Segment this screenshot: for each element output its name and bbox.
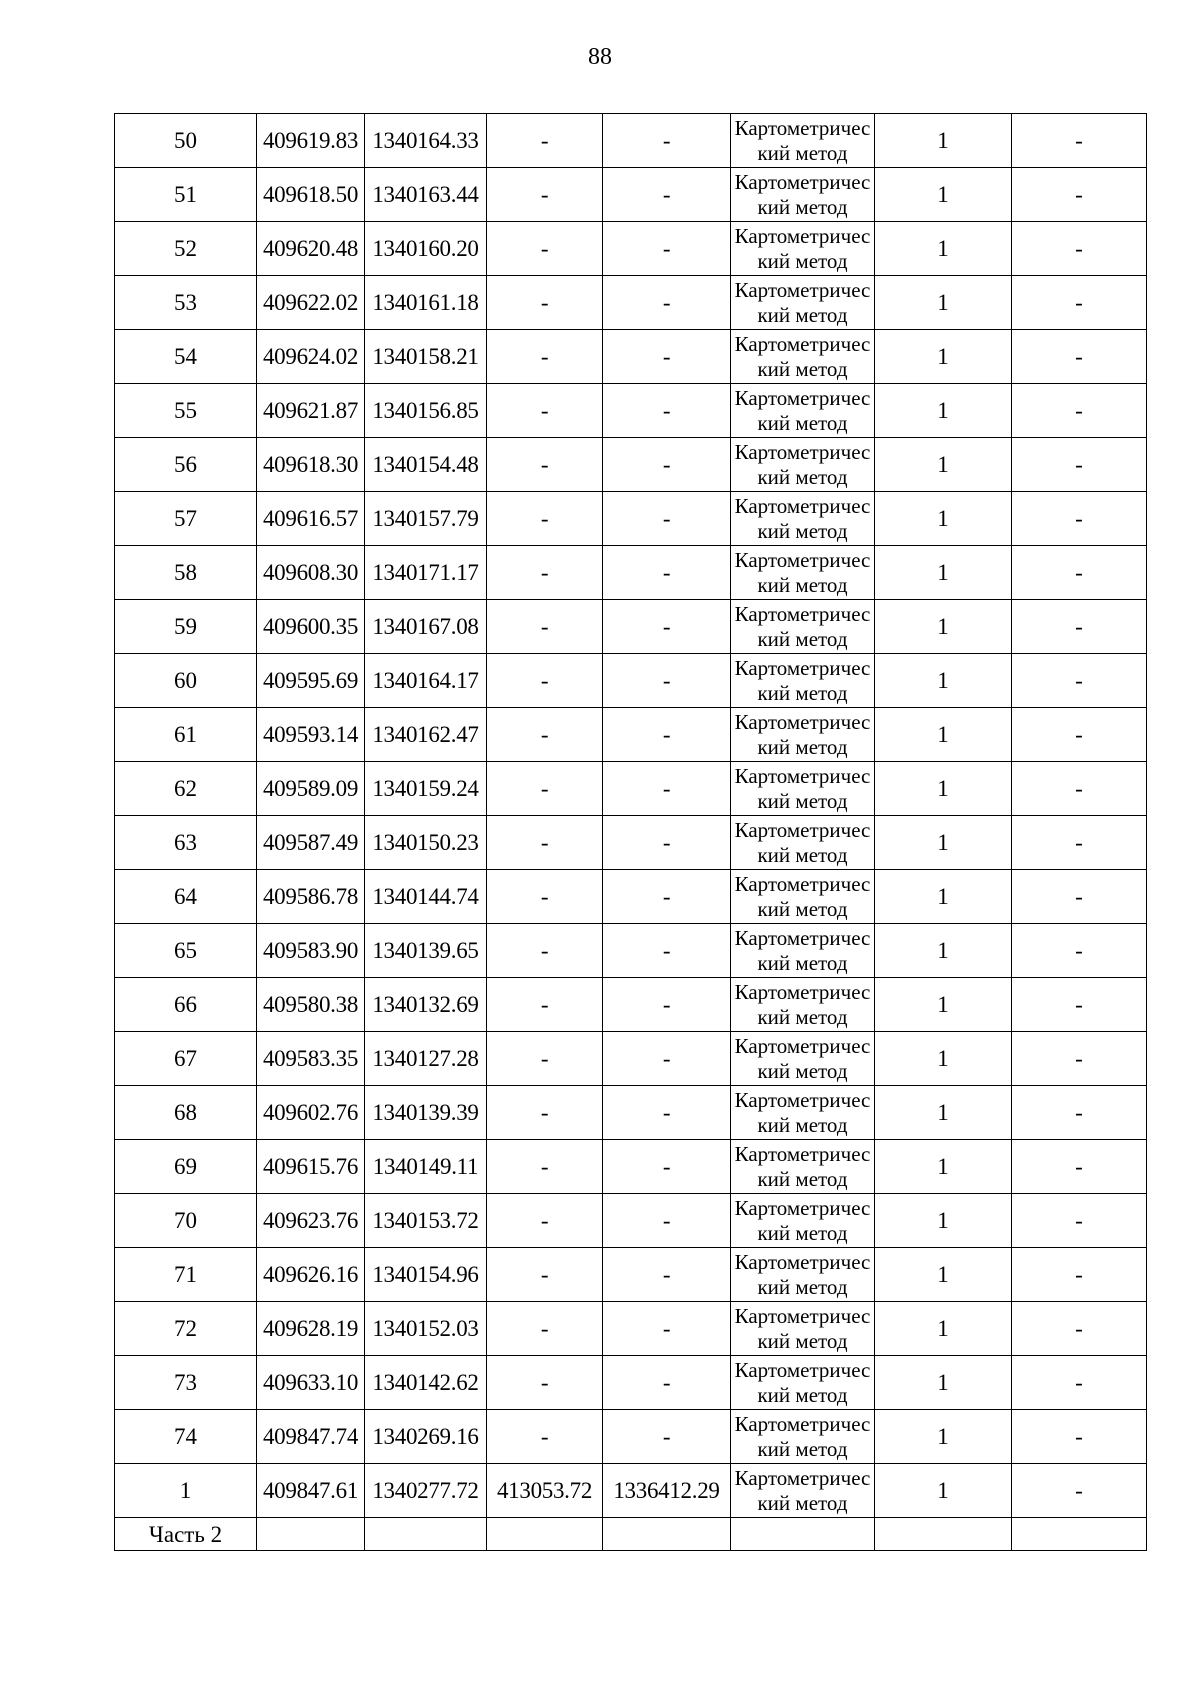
note-cell: - [1012,600,1147,654]
x2-coordinate-cell: - [487,492,603,546]
x2-coordinate-cell: - [487,762,603,816]
y-coordinate-cell: 1340127.28 [365,1032,487,1086]
table-row [115,1464,1147,1518]
table-row [115,492,1147,546]
accuracy-cell: 1 [875,384,1012,438]
accuracy-cell: 1 [875,168,1012,222]
note-cell: - [1012,708,1147,762]
accuracy-cell: 1 [875,924,1012,978]
x2-coordinate-cell: - [487,222,603,276]
y-coordinate-cell: 1340167.08 [365,600,487,654]
y2-coordinate-cell: 1336412.29 [603,1464,731,1518]
x-coordinate-cell: 409620.48 [257,222,365,276]
point-number-cell: 71 [115,1248,257,1302]
part-label: Часть 2 [115,1518,257,1551]
table-row [115,1194,1147,1248]
note-cell: - [1012,924,1147,978]
table-row [115,1032,1147,1086]
x2-coordinate-cell: - [487,1194,603,1248]
note-cell: - [1012,1410,1147,1464]
method-cell: Картометрический метод [731,1194,875,1248]
y2-coordinate-cell: - [603,114,731,168]
method-cell: Картометрический метод [731,978,875,1032]
y-coordinate-cell: 1340144.74 [365,870,487,924]
method-cell: Картометрический метод [731,762,875,816]
accuracy-cell: 1 [875,1248,1012,1302]
table-row [115,1302,1147,1356]
table-row [115,708,1147,762]
point-number-cell: 65 [115,924,257,978]
note-cell: - [1012,762,1147,816]
x-coordinate-cell: 409847.74 [257,1410,365,1464]
note-cell: - [1012,1086,1147,1140]
empty-cell [487,1518,603,1551]
x2-coordinate-cell: - [487,546,603,600]
table-row [115,600,1147,654]
table-row [115,816,1147,870]
table-row [115,870,1147,924]
accuracy-cell: 1 [875,276,1012,330]
point-number-cell: 60 [115,654,257,708]
x-coordinate-cell: 409847.61 [257,1464,365,1518]
y2-coordinate-cell: - [603,816,731,870]
accuracy-cell: 1 [875,762,1012,816]
x2-coordinate-cell: - [487,330,603,384]
method-cell: Картометрический метод [731,708,875,762]
y-coordinate-cell: 1340160.20 [365,222,487,276]
y2-coordinate-cell: - [603,870,731,924]
table-row [115,168,1147,222]
accuracy-cell: 1 [875,600,1012,654]
method-cell: Картометрический метод [731,384,875,438]
accuracy-cell: 1 [875,1140,1012,1194]
y-coordinate-cell: 1340142.62 [365,1356,487,1410]
table-row [115,1140,1147,1194]
y-coordinate-cell: 1340139.39 [365,1086,487,1140]
x-coordinate-cell: 409622.02 [257,276,365,330]
x2-coordinate-cell: - [487,924,603,978]
x2-coordinate-cell: - [487,168,603,222]
method-cell: Картометрический метод [731,1140,875,1194]
y-coordinate-cell: 1340159.24 [365,762,487,816]
y2-coordinate-cell: - [603,1140,731,1194]
point-number-cell: 53 [115,276,257,330]
accuracy-cell: 1 [875,1194,1012,1248]
point-number-cell: 51 [115,168,257,222]
method-cell: Картометрический метод [731,654,875,708]
x2-coordinate-cell: - [487,1032,603,1086]
note-cell: - [1012,438,1147,492]
point-number-cell: 67 [115,1032,257,1086]
table-row [115,654,1147,708]
x-coordinate-cell: 409615.76 [257,1140,365,1194]
y-coordinate-cell: 1340154.96 [365,1248,487,1302]
empty-cell [875,1518,1012,1551]
x-coordinate-cell: 409618.30 [257,438,365,492]
x-coordinate-cell: 409583.90 [257,924,365,978]
y2-coordinate-cell: - [603,1194,731,1248]
note-cell: - [1012,114,1147,168]
y-coordinate-cell: 1340163.44 [365,168,487,222]
table-row [115,438,1147,492]
table-row [115,1410,1147,1464]
accuracy-cell: 1 [875,222,1012,276]
table-row [115,330,1147,384]
accuracy-cell: 1 [875,654,1012,708]
method-cell: Картометрический метод [731,1410,875,1464]
point-number-cell: 54 [115,330,257,384]
x-coordinate-cell: 409619.83 [257,114,365,168]
x2-coordinate-cell: - [487,708,603,762]
note-cell: - [1012,1194,1147,1248]
x-coordinate-cell: 409583.35 [257,1032,365,1086]
method-cell: Картометрический метод [731,492,875,546]
x-coordinate-cell: 409586.78 [257,870,365,924]
y2-coordinate-cell: - [603,546,731,600]
y-coordinate-cell: 1340162.47 [365,708,487,762]
y-coordinate-cell: 1340132.69 [365,978,487,1032]
method-cell: Картометрический метод [731,1302,875,1356]
x2-coordinate-cell: - [487,276,603,330]
y2-coordinate-cell: - [603,1032,731,1086]
y2-coordinate-cell: - [603,492,731,546]
method-cell: Картометрический метод [731,1248,875,1302]
point-number-cell: 57 [115,492,257,546]
y2-coordinate-cell: - [603,1086,731,1140]
point-number-cell: 52 [115,222,257,276]
y-coordinate-cell: 1340150.23 [365,816,487,870]
note-cell: - [1012,222,1147,276]
x2-coordinate-cell: - [487,816,603,870]
y-coordinate-cell: 1340277.72 [365,1464,487,1518]
accuracy-cell: 1 [875,438,1012,492]
x2-coordinate-cell: - [487,1086,603,1140]
note-cell: - [1012,384,1147,438]
table-row [115,546,1147,600]
note-cell: - [1012,870,1147,924]
note-cell: - [1012,276,1147,330]
note-cell: - [1012,1302,1147,1356]
note-cell: - [1012,1356,1147,1410]
x-coordinate-cell: 409593.14 [257,708,365,762]
y2-coordinate-cell: - [603,654,731,708]
empty-cell [731,1518,875,1551]
x2-coordinate-cell: - [487,114,603,168]
x2-coordinate-cell: - [487,384,603,438]
x-coordinate-cell: 409618.50 [257,168,365,222]
table-row [115,384,1147,438]
accuracy-cell: 1 [875,708,1012,762]
table-row [115,222,1147,276]
x2-coordinate-cell: - [487,978,603,1032]
method-cell: Картометрический метод [731,276,875,330]
x-coordinate-cell: 409602.76 [257,1086,365,1140]
x2-coordinate-cell: 413053.72 [487,1464,603,1518]
note-cell: - [1012,1464,1147,1518]
y2-coordinate-cell: - [603,1302,731,1356]
x2-coordinate-cell: - [487,1410,603,1464]
table-row [115,924,1147,978]
x2-coordinate-cell: - [487,438,603,492]
accuracy-cell: 1 [875,1032,1012,1086]
method-cell: Картометрический метод [731,924,875,978]
y-coordinate-cell: 1340269.16 [365,1410,487,1464]
x2-coordinate-cell: - [487,870,603,924]
empty-cell [257,1518,365,1551]
y2-coordinate-cell: - [603,276,731,330]
note-cell: - [1012,1140,1147,1194]
accuracy-cell: 1 [875,1086,1012,1140]
y2-coordinate-cell: - [603,330,731,384]
y-coordinate-cell: 1340157.79 [365,492,487,546]
table-row [115,1356,1147,1410]
empty-cell [365,1518,487,1551]
method-cell: Картометрический метод [731,870,875,924]
x-coordinate-cell: 409589.09 [257,762,365,816]
table-row [115,276,1147,330]
x2-coordinate-cell: - [487,1356,603,1410]
point-number-cell: 72 [115,1302,257,1356]
y2-coordinate-cell: - [603,1248,731,1302]
page-number: 88 [588,44,612,70]
accuracy-cell: 1 [875,1356,1012,1410]
x-coordinate-cell: 409624.02 [257,330,365,384]
point-number-cell: 58 [115,546,257,600]
note-cell: - [1012,978,1147,1032]
note-cell: - [1012,546,1147,600]
y-coordinate-cell: 1340152.03 [365,1302,487,1356]
method-cell: Картометрический метод [731,816,875,870]
accuracy-cell: 1 [875,492,1012,546]
x-coordinate-cell: 409628.19 [257,1302,365,1356]
method-cell: Картометрический метод [731,330,875,384]
method-cell: Картометрический метод [731,1032,875,1086]
y2-coordinate-cell: - [603,924,731,978]
x2-coordinate-cell: - [487,1140,603,1194]
note-cell: - [1012,168,1147,222]
point-number-cell: 64 [115,870,257,924]
point-number-cell: 56 [115,438,257,492]
point-number-cell: 59 [115,600,257,654]
accuracy-cell: 1 [875,330,1012,384]
table-body [115,114,1147,1551]
method-cell: Картометрический метод [731,438,875,492]
method-cell: Картометрический метод [731,1464,875,1518]
y2-coordinate-cell: - [603,1356,731,1410]
point-number-cell: 50 [115,114,257,168]
method-cell: Картометрический метод [731,168,875,222]
point-number-cell: 62 [115,762,257,816]
y-coordinate-cell: 1340154.48 [365,438,487,492]
point-number-cell: 61 [115,708,257,762]
x-coordinate-cell: 409633.10 [257,1356,365,1410]
y-coordinate-cell: 1340156.85 [365,384,487,438]
point-number-cell: 55 [115,384,257,438]
table-row [115,1086,1147,1140]
method-cell: Картометрический метод [731,600,875,654]
method-cell: Картометрический метод [731,546,875,600]
accuracy-cell: 1 [875,1464,1012,1518]
x-coordinate-cell: 409580.38 [257,978,365,1032]
method-cell: Картометрический метод [731,222,875,276]
x2-coordinate-cell: - [487,600,603,654]
y2-coordinate-cell: - [603,384,731,438]
y2-coordinate-cell: - [603,438,731,492]
x-coordinate-cell: 409595.69 [257,654,365,708]
point-number-cell: 70 [115,1194,257,1248]
method-cell: Картометрический метод [731,114,875,168]
accuracy-cell: 1 [875,1410,1012,1464]
point-number-cell: 66 [115,978,257,1032]
y-coordinate-cell: 1340171.17 [365,546,487,600]
point-number-cell: 63 [115,816,257,870]
y-coordinate-cell: 1340164.33 [365,114,487,168]
note-cell: - [1012,1032,1147,1086]
table-row [115,762,1147,816]
point-number-cell: 68 [115,1086,257,1140]
x-coordinate-cell: 409623.76 [257,1194,365,1248]
accuracy-cell: 1 [875,546,1012,600]
accuracy-cell: 1 [875,1302,1012,1356]
note-cell: - [1012,816,1147,870]
y-coordinate-cell: 1340139.65 [365,924,487,978]
method-cell: Картометрический метод [731,1086,875,1140]
y2-coordinate-cell: - [603,978,731,1032]
empty-cell [603,1518,731,1551]
x-coordinate-cell: 409608.30 [257,546,365,600]
accuracy-cell: 1 [875,978,1012,1032]
x-coordinate-cell: 409616.57 [257,492,365,546]
table-row [115,1248,1147,1302]
x2-coordinate-cell: - [487,1302,603,1356]
point-number-cell: 74 [115,1410,257,1464]
x2-coordinate-cell: - [487,1248,603,1302]
x-coordinate-cell: 409600.35 [257,600,365,654]
x-coordinate-cell: 409587.49 [257,816,365,870]
table-row [115,114,1147,168]
x-coordinate-cell: 409626.16 [257,1248,365,1302]
y2-coordinate-cell: - [603,762,731,816]
y2-coordinate-cell: - [603,708,731,762]
y2-coordinate-cell: - [603,600,731,654]
note-cell: - [1012,1248,1147,1302]
y-coordinate-cell: 1340149.11 [365,1140,487,1194]
method-cell: Картометрический метод [731,1356,875,1410]
accuracy-cell: 1 [875,114,1012,168]
accuracy-cell: 1 [875,870,1012,924]
point-number-cell: 1 [115,1464,257,1518]
empty-cell [1012,1518,1147,1551]
table-row [115,978,1147,1032]
table-footer-row [115,1518,1147,1551]
note-cell: - [1012,654,1147,708]
y2-coordinate-cell: - [603,168,731,222]
y-coordinate-cell: 1340158.21 [365,330,487,384]
y2-coordinate-cell: - [603,1410,731,1464]
y2-coordinate-cell: - [603,222,731,276]
note-cell: - [1012,330,1147,384]
x2-coordinate-cell: - [487,654,603,708]
coordinates-table [114,113,1147,1551]
y-coordinate-cell: 1340153.72 [365,1194,487,1248]
accuracy-cell: 1 [875,816,1012,870]
x-coordinate-cell: 409621.87 [257,384,365,438]
y-coordinate-cell: 1340161.18 [365,276,487,330]
point-number-cell: 73 [115,1356,257,1410]
note-cell: - [1012,492,1147,546]
y-coordinate-cell: 1340164.17 [365,654,487,708]
point-number-cell: 69 [115,1140,257,1194]
